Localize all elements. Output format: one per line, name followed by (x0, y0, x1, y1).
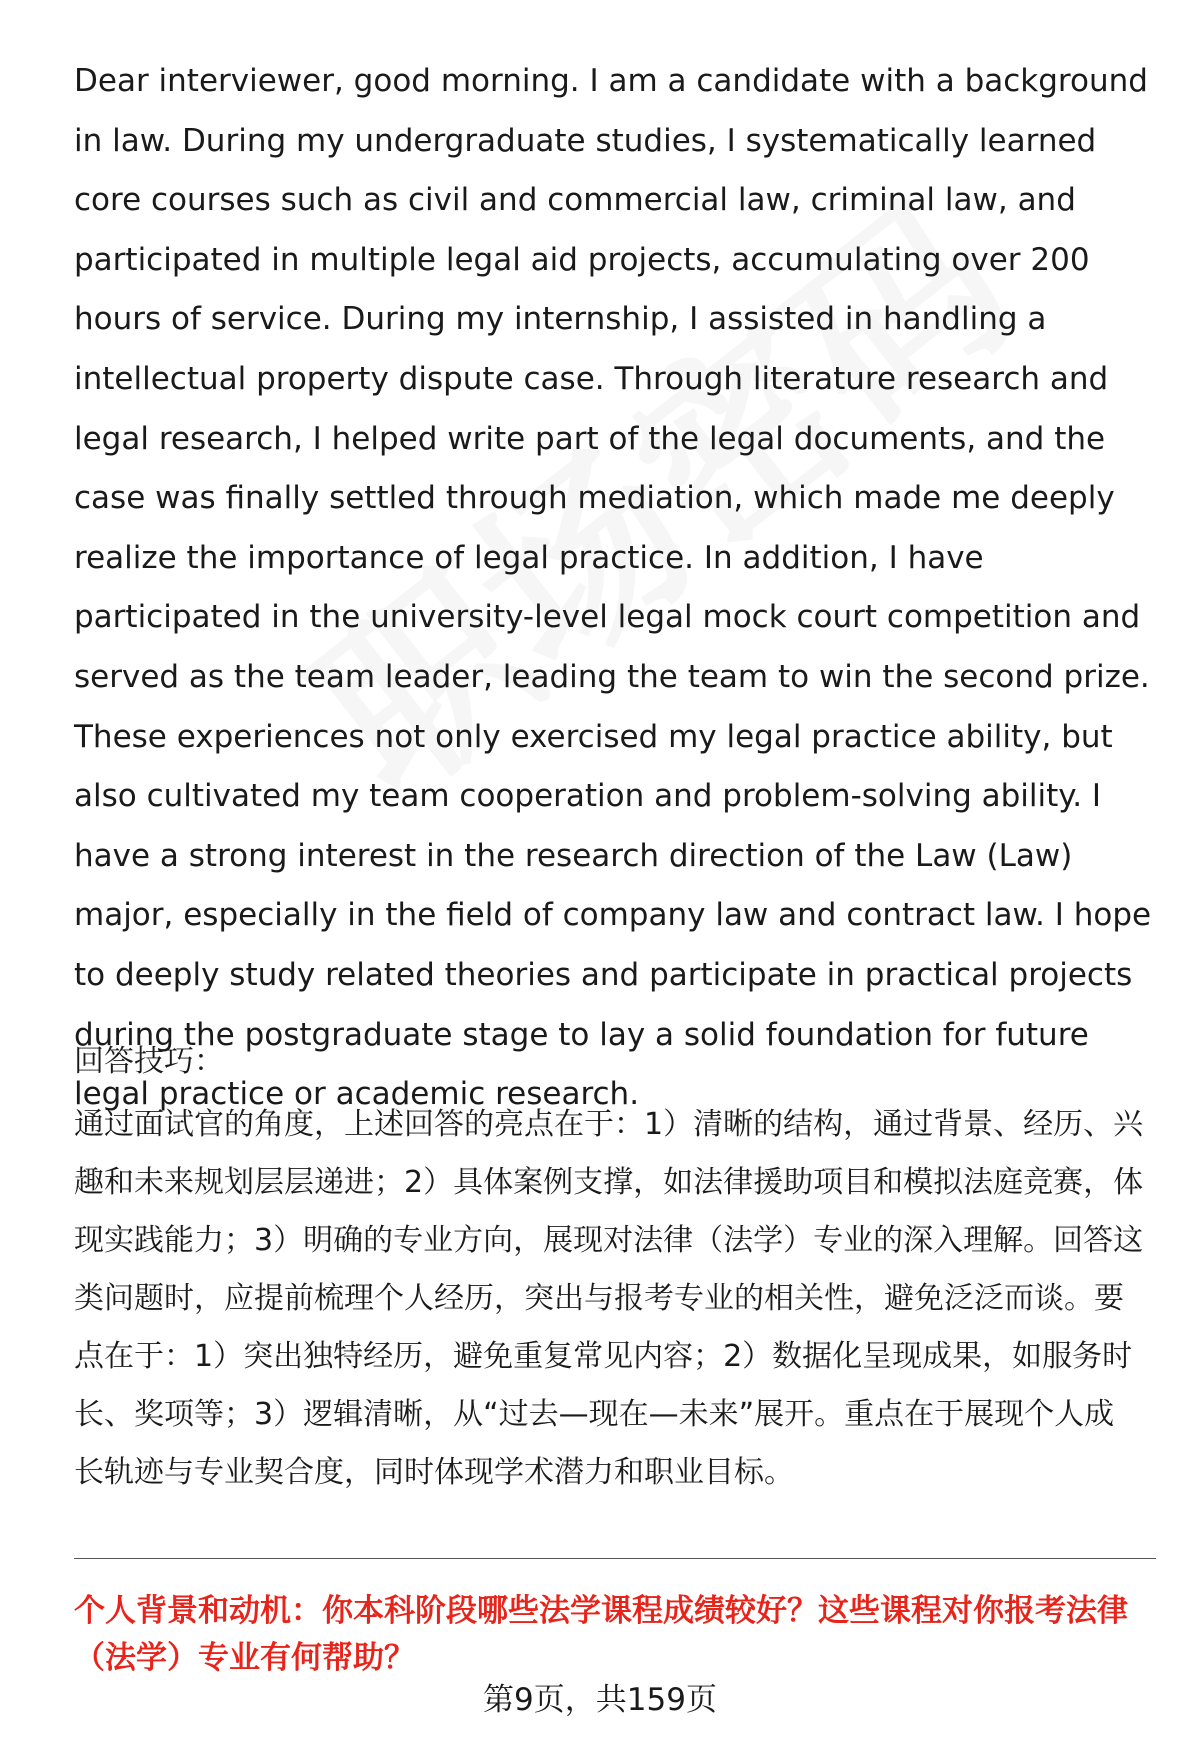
section-divider (74, 1558, 1156, 1559)
tips-body: 通过面试官的角度，上述回答的亮点在于：1）清晰的结构，通过背景、经历、兴趣和未来规划层层递进；2）具体案例支撑，如法律援助项目和模拟法庭竞赛，体现实践能力；3）明确的专业方向，展现对法律（法学）专业的深入理解。回答这类问题时，应提前梳理个人经历，突出与报考专业的相关性，避免泛泛而谈。要点在于：1）突出独特经历，避免重复常见内容；2）数据化呈现成果，如服务时长、奖项等；3）逻辑清晰，从“过去—现在—未来”展开。重点在于展现个人成长轨迹与专业契合度，同时体现学术潜力和职业目标。 (74, 1107, 1144, 1490)
page-number: 第9页，共159页 (483, 1682, 717, 1718)
next-question-heading: 个人背景和动机：你本科阶段哪些法学课程成绩较好？这些课程对你报考法律（法学）专业有何帮助？ (74, 1593, 1128, 1676)
tips-heading: 回答技巧： (74, 1044, 224, 1079)
answer-paragraph-english: Dear interviewer, good morning. I am a candidate with a background in law. During my undergraduate studies, I systematically learned core courses such as civil and commercial law, criminal law, and participated in multiple legal aid projects, accumulating over 200 hours of service. During my internship, I assisted in handling a intellectual property dispute case. Through literature research and legal research, I helped write part of the legal documents, and the case was finally settled through mediation, which made me deeply realize the importance of legal practice. In addition, I have participated in the university-level legal mock court competition and served as the team leader, leading the team to win the second prize. These experiences not only exercised my legal practice ability, but also cultivated my team cooperation and problem-solving ability. I have a strong interest in the research direction of the Law (Law) major, especially in the field of company law and contract law. I hope to deeply study related theories and participate in practical projects during the postgraduate stage to lay a solid foundation for future legal practice or academic research. (74, 63, 1152, 1113)
